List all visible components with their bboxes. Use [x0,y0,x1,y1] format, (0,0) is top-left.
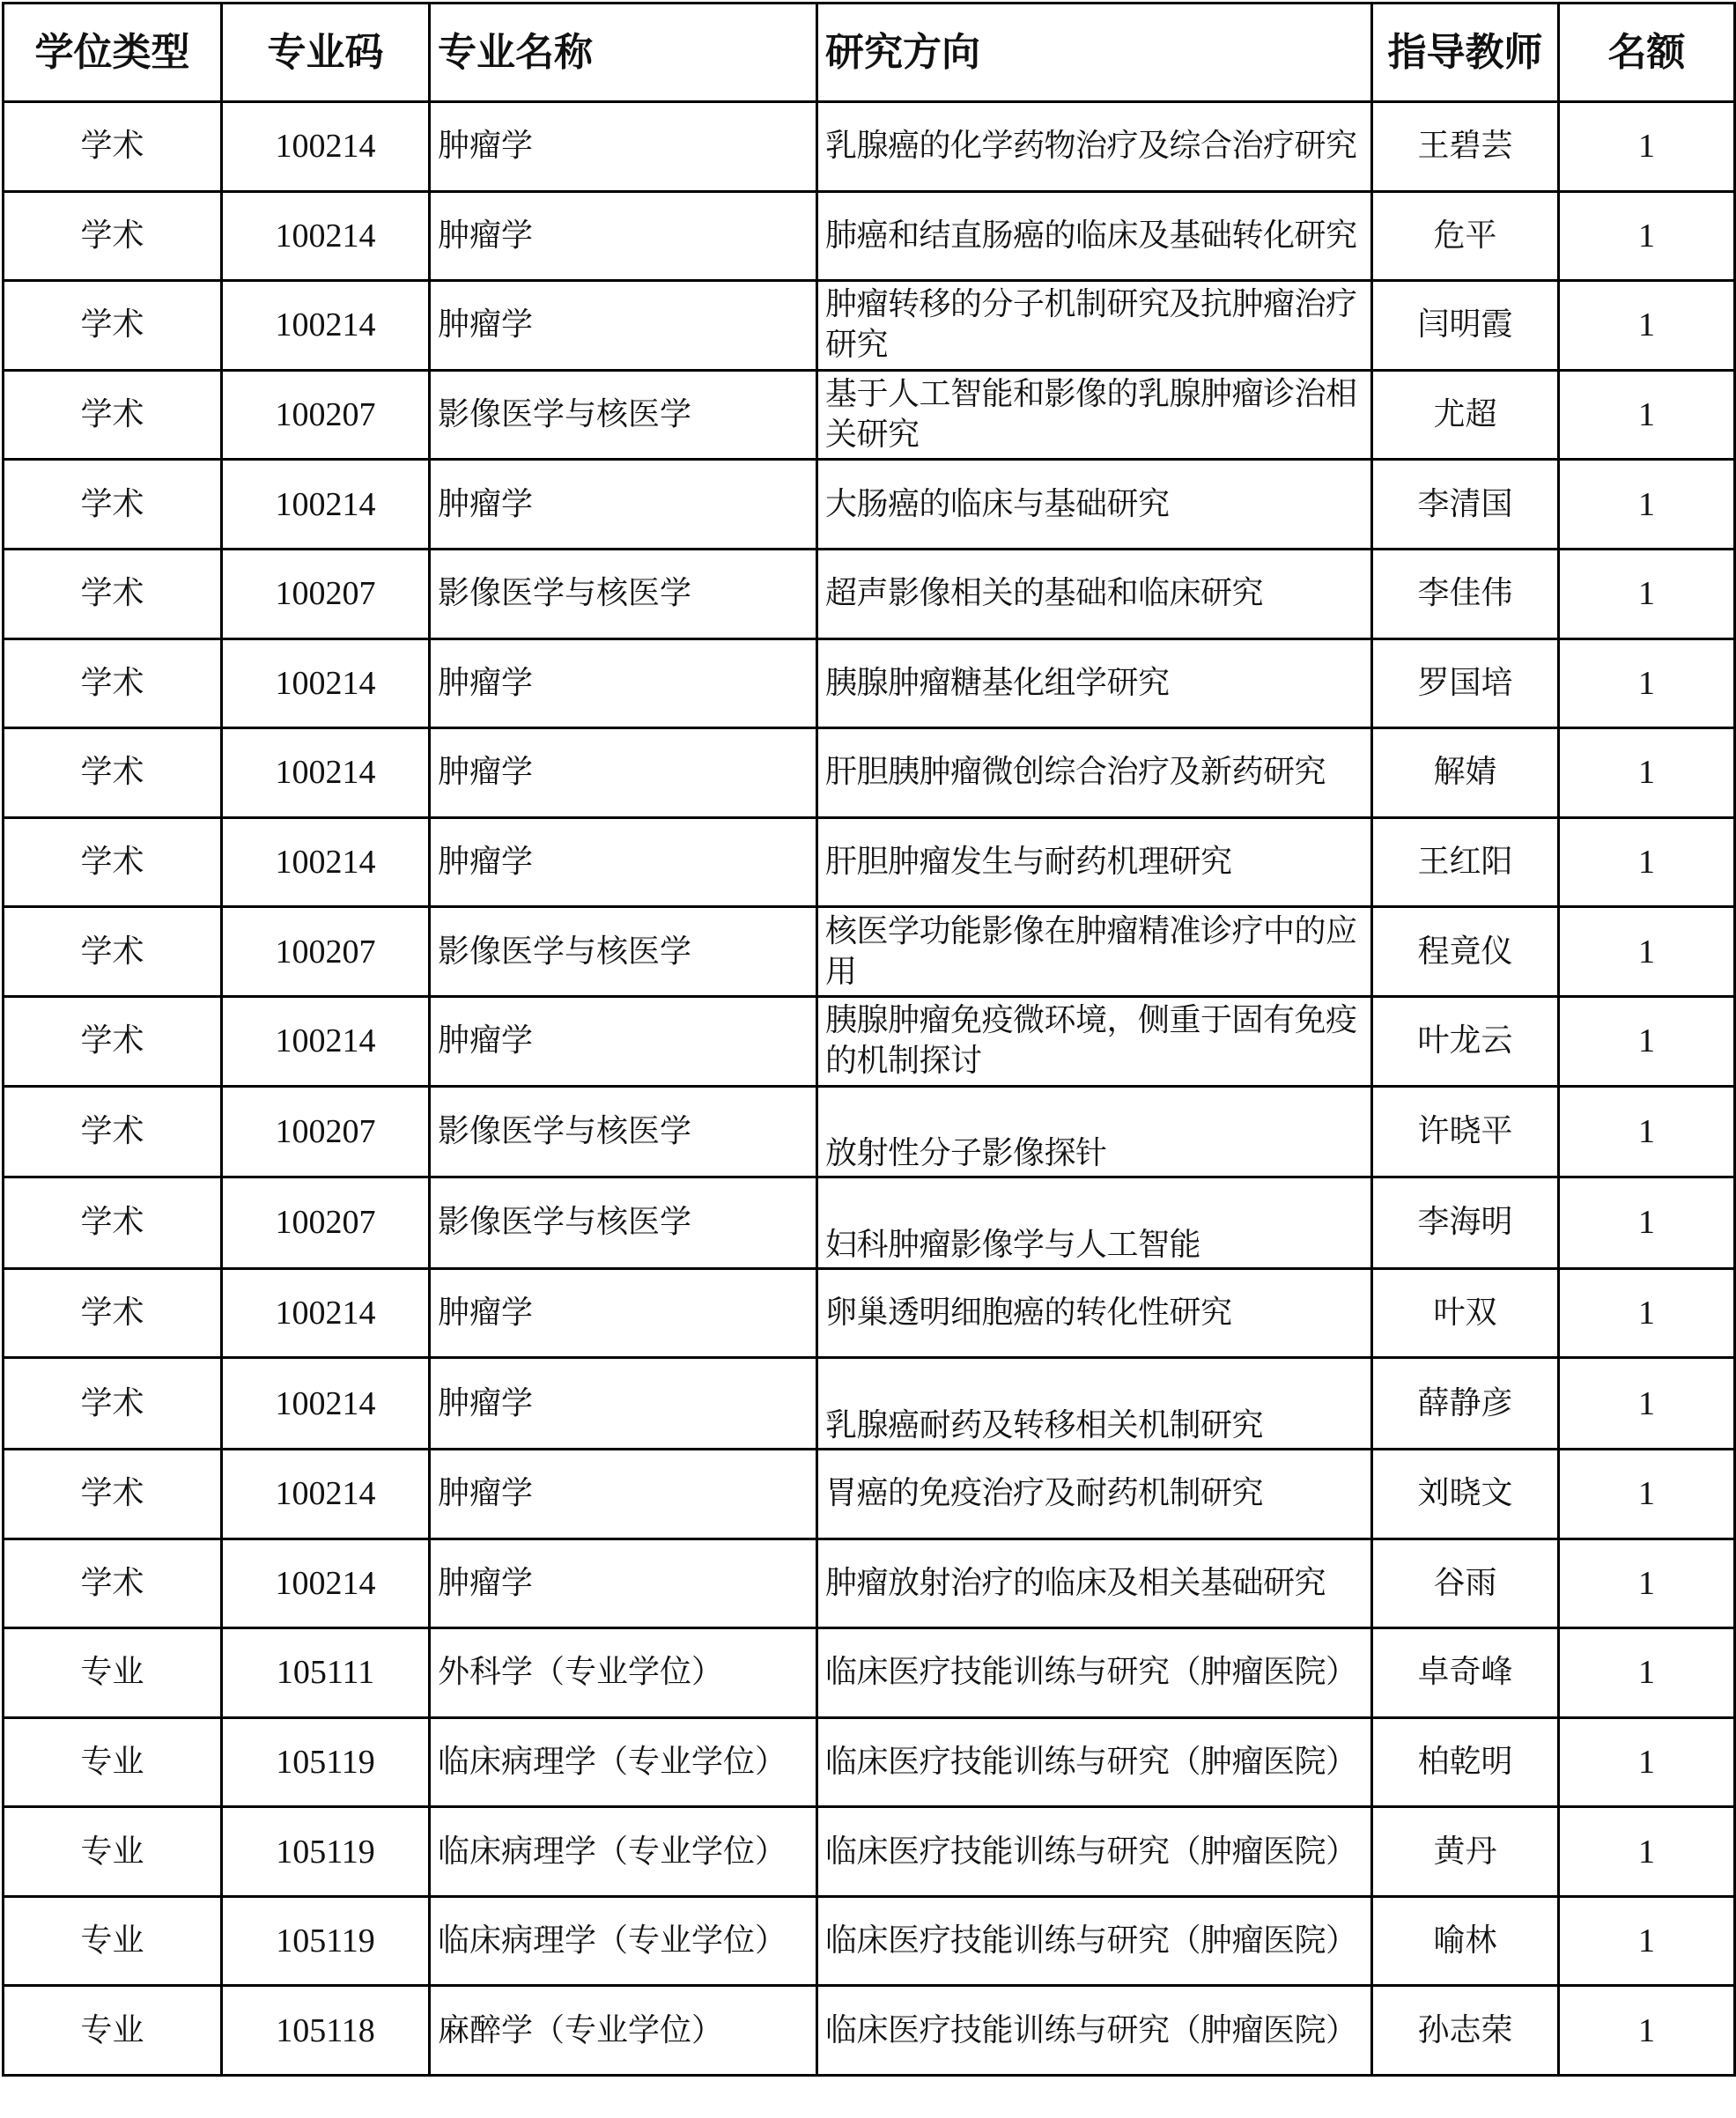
research-direction-cell: 胰腺肿瘤免疫微环境，侧重于固有免疫的机制探讨 [817,996,1372,1086]
advisor-cell: 尤超 [1372,370,1559,460]
quota-cell: 1 [1559,1807,1735,1897]
quota-cell: 1 [1559,102,1735,192]
table-row [4,1449,1735,1539]
major-name-cell: 影像医学与核医学 [430,907,817,997]
advisor-cell: 叶龙云 [1372,996,1559,1086]
advisor-quota-table [2,2,1736,2077]
major-code-cell: 100207 [222,1086,430,1177]
major-name-cell: 影像医学与核医学 [430,1177,817,1269]
degree-type-cell: 学术 [4,728,222,818]
major-code-cell: 100214 [222,1449,430,1539]
table-row [4,996,1735,1086]
major-code-cell: 100214 [222,102,430,192]
quota-cell: 1 [1559,1268,1735,1358]
research-direction-cell: 胃癌的免疫治疗及耐药机制研究 [817,1449,1372,1539]
major-code-cell: 100207 [222,907,430,997]
major-name-cell: 肿瘤学 [430,460,817,550]
research-direction-cell: 基于人工智能和影像的乳腺肿瘤诊治相关研究 [817,370,1372,460]
major-name-cell: 肿瘤学 [430,638,817,728]
quota-cell: 1 [1559,817,1735,907]
degree-type-cell: 学术 [4,370,222,460]
quota-cell: 1 [1559,549,1735,638]
research-direction-cell: 放射性分子影像探针 [817,1086,1372,1177]
major-name-cell: 外科学（专业学位） [430,1628,817,1718]
advisor-cell: 喻林 [1372,1896,1559,1986]
quota-cell: 1 [1559,638,1735,728]
research-direction-cell: 乳腺癌的化学药物治疗及综合治疗研究 [817,102,1372,192]
major-code-cell: 100214 [222,460,430,550]
degree-type-cell: 专业 [4,1986,222,2076]
degree-type-cell: 学术 [4,102,222,192]
advisor-cell: 叶双 [1372,1268,1559,1358]
major-name-cell: 影像医学与核医学 [430,549,817,638]
table-row [4,102,1735,192]
major-name-cell: 肿瘤学 [430,1268,817,1358]
major-code-cell: 100214 [222,191,430,281]
quota-cell: 1 [1559,1896,1735,1986]
degree-type-cell: 学术 [4,549,222,638]
degree-type-cell: 学术 [4,1358,222,1450]
major-code-cell: 100214 [222,638,430,728]
header-research-direction: 研究方向 [817,4,1372,102]
research-direction-cell: 肺癌和结直肠癌的临床及基础转化研究 [817,191,1372,281]
table-body [4,102,1735,2076]
major-name-cell: 肿瘤学 [430,191,817,281]
major-name-cell: 肿瘤学 [430,1358,817,1450]
major-name-cell: 肿瘤学 [430,996,817,1086]
degree-type-cell: 学术 [4,907,222,997]
research-direction-cell: 妇科肿瘤影像学与人工智能 [817,1177,1372,1269]
advisor-cell: 王红阳 [1372,817,1559,907]
quota-cell: 1 [1559,1086,1735,1177]
table-row [4,1896,1735,1986]
research-direction-cell: 乳腺癌耐药及转移相关机制研究 [817,1358,1372,1450]
major-name-cell: 肿瘤学 [430,1539,817,1628]
table-row [4,1628,1735,1718]
major-code-cell: 105119 [222,1717,430,1807]
header-major-code: 专业码 [222,4,430,102]
major-name-cell: 临床病理学（专业学位） [430,1807,817,1897]
research-direction-cell: 核医学功能影像在肿瘤精准诊疗中的应用 [817,907,1372,997]
research-direction-cell: 临床医疗技能训练与研究（肿瘤医院） [817,1628,1372,1718]
degree-type-cell: 专业 [4,1628,222,1718]
degree-type-cell: 学术 [4,1539,222,1628]
degree-type-cell: 学术 [4,1449,222,1539]
research-direction-cell: 超声影像相关的基础和临床研究 [817,549,1372,638]
degree-type-cell: 学术 [4,996,222,1086]
table-row [4,1268,1735,1358]
major-name-cell: 影像医学与核医学 [430,370,817,460]
major-code-cell: 100214 [222,1358,430,1450]
major-name-cell: 肿瘤学 [430,728,817,818]
advisor-cell: 柏乾明 [1372,1717,1559,1807]
table-row [4,1807,1735,1897]
quota-cell: 1 [1559,1717,1735,1807]
research-direction-cell: 大肠癌的临床与基础研究 [817,460,1372,550]
major-code-cell: 100214 [222,817,430,907]
advisor-cell: 闫明霞 [1372,281,1559,371]
advisor-cell: 卓奇峰 [1372,1628,1559,1718]
advisor-cell: 刘晓文 [1372,1449,1559,1539]
major-code-cell: 100214 [222,728,430,818]
quota-cell: 1 [1559,1449,1735,1539]
research-direction-cell: 胰腺肿瘤糖基化组学研究 [817,638,1372,728]
table-header [4,4,1735,102]
quota-cell: 1 [1559,460,1735,550]
degree-type-cell: 学术 [4,281,222,371]
major-name-cell: 麻醉学（专业学位） [430,1986,817,2076]
advisor-cell: 薛静彦 [1372,1358,1559,1450]
table-row [4,1717,1735,1807]
advisor-cell: 许晓平 [1372,1086,1559,1177]
research-direction-cell: 临床医疗技能训练与研究（肿瘤医院） [817,1717,1372,1807]
major-code-cell: 105111 [222,1628,430,1718]
degree-type-cell: 学术 [4,817,222,907]
major-code-cell: 105118 [222,1986,430,2076]
table-row [4,1986,1735,2076]
advisor-cell: 危平 [1372,191,1559,281]
advisor-cell: 黄丹 [1372,1807,1559,1897]
advisor-cell: 李佳伟 [1372,549,1559,638]
header-row [4,4,1735,102]
advisor-cell: 李清国 [1372,460,1559,550]
degree-type-cell: 学术 [4,191,222,281]
major-code-cell: 100214 [222,996,430,1086]
degree-type-cell: 学术 [4,1086,222,1177]
table-row [4,1177,1735,1269]
research-direction-cell: 肿瘤转移的分子机制研究及抗肿瘤治疗研究 [817,281,1372,371]
advisor-cell: 孙志荣 [1372,1986,1559,2076]
table-row [4,1539,1735,1628]
quota-cell: 1 [1559,907,1735,997]
degree-type-cell: 专业 [4,1807,222,1897]
research-direction-cell: 肝胆胰肿瘤微创综合治疗及新药研究 [817,728,1372,818]
major-code-cell: 100214 [222,281,430,371]
major-code-cell: 100207 [222,370,430,460]
major-code-cell: 100207 [222,549,430,638]
degree-type-cell: 学术 [4,638,222,728]
header-quota: 名额 [1559,4,1735,102]
degree-type-cell: 专业 [4,1717,222,1807]
header-major-name: 专业名称 [430,4,817,102]
quota-cell: 1 [1559,281,1735,371]
advisor-cell: 罗国培 [1372,638,1559,728]
major-code-cell: 100214 [222,1539,430,1628]
advisor-cell: 李海明 [1372,1177,1559,1269]
advisor-cell: 解婧 [1372,728,1559,818]
table-row [4,460,1735,550]
quota-cell: 1 [1559,996,1735,1086]
research-direction-cell: 临床医疗技能训练与研究（肿瘤医院） [817,1896,1372,1986]
advisor-cell: 谷雨 [1372,1539,1559,1628]
major-name-cell: 临床病理学（专业学位） [430,1717,817,1807]
table-row [4,728,1735,818]
table-row [4,549,1735,638]
quota-cell: 1 [1559,1539,1735,1628]
table-row [4,370,1735,460]
advisor-cell: 王碧芸 [1372,102,1559,192]
table-row [4,1086,1735,1177]
table-row [4,907,1735,997]
research-direction-cell: 临床医疗技能训练与研究（肿瘤医院） [817,1986,1372,2076]
major-code-cell: 100214 [222,1268,430,1358]
major-name-cell: 临床病理学（专业学位） [430,1896,817,1986]
major-name-cell: 影像医学与核医学 [430,1086,817,1177]
major-code-cell: 105119 [222,1896,430,1986]
quota-cell: 1 [1559,1986,1735,2076]
table-row [4,281,1735,371]
table-row [4,191,1735,281]
research-direction-cell: 肝胆肿瘤发生与耐药机理研究 [817,817,1372,907]
major-name-cell: 肿瘤学 [430,817,817,907]
header-degree-type: 学位类型 [4,4,222,102]
research-direction-cell: 临床医疗技能训练与研究（肿瘤医院） [817,1807,1372,1897]
degree-type-cell: 学术 [4,460,222,550]
table-row [4,817,1735,907]
major-name-cell: 肿瘤学 [430,1449,817,1539]
table-row [4,638,1735,728]
major-name-cell: 肿瘤学 [430,102,817,192]
degree-type-cell: 学术 [4,1268,222,1358]
research-direction-cell: 肿瘤放射治疗的临床及相关基础研究 [817,1539,1372,1628]
major-code-cell: 100207 [222,1177,430,1269]
quota-cell: 1 [1559,191,1735,281]
quota-cell: 1 [1559,1358,1735,1450]
quota-cell: 1 [1559,370,1735,460]
advisor-cell: 程竟仪 [1372,907,1559,997]
table-row [4,1358,1735,1450]
quota-cell: 1 [1559,728,1735,818]
degree-type-cell: 学术 [4,1177,222,1269]
degree-type-cell: 专业 [4,1896,222,1986]
quota-cell: 1 [1559,1177,1735,1269]
major-name-cell: 肿瘤学 [430,281,817,371]
major-code-cell: 105119 [222,1807,430,1897]
research-direction-cell: 卵巢透明细胞癌的转化性研究 [817,1268,1372,1358]
quota-cell: 1 [1559,1628,1735,1718]
header-advisor: 指导教师 [1372,4,1559,102]
